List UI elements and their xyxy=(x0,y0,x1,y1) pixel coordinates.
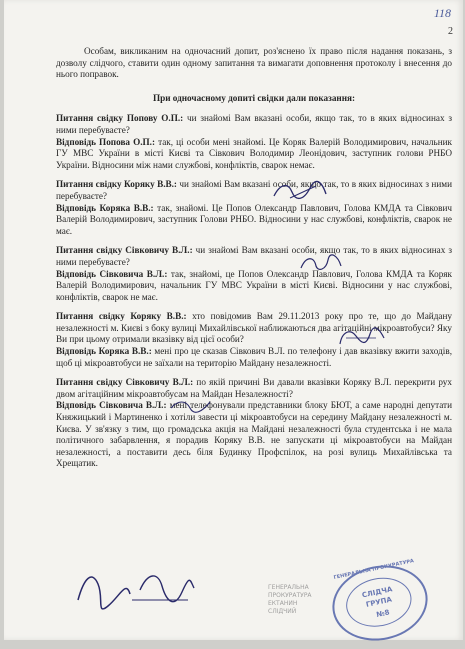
answer-paragraph xyxy=(56,269,452,304)
round-stamp: ГЕНЕРАЛЬНА ПРОКУРАТУРА СЛІДЧА ГРУПА №8 xyxy=(325,557,434,649)
question-text: чи знайомі Вам вказані особи, якщо так, то в яких відносинах з ними перебуваєте? xyxy=(56,245,452,267)
answer-label: Відповідь Сівковича В.Л.: xyxy=(56,400,167,411)
rectangular-stamp: ГЕНЕРАЛЬНА ПРОКУРАТУРА ЕКТАНИН СЛІДЧИЙ xyxy=(268,584,312,615)
answer-label: Відповідь Коряка В.В.: xyxy=(56,346,152,357)
question-text: чи знайомі Вам вказані особи, якщо так, то в яких відносинах з ними перебуваєте? xyxy=(56,113,452,135)
page-number: 2 xyxy=(448,26,453,37)
answer-paragraph xyxy=(56,137,452,172)
question-text: по якій причині Ви давали вказівки Коряку В.Л. перекрити рух двом агітаційним мікроавтобусам на Майдан Незалежності? xyxy=(56,377,452,399)
answer-text: мені про це сказав Сівкович В.Л. по телефону і дав вказівку вжити заходів, щоб ці мікроавтобуси не заїхали на територію Майдану незалежності. xyxy=(56,346,452,368)
answer-text: так, знайомі. Це Попов Олександр Павлович, Голова КМДА та Сівкович Валерій Володимирович, заступник Голови РНБО. Відносини у нас службові, конфліктів, сварок не має. xyxy=(56,202,452,236)
answer-label: Відповідь Сівковича В.Л.: xyxy=(56,268,168,279)
question-paragraph xyxy=(56,377,452,400)
question-paragraph xyxy=(56,311,452,346)
qa-block-2 xyxy=(56,179,452,237)
question-label: Питання свідку Сівковичу В.Л.: xyxy=(56,245,193,256)
question-label: Питання свідку Попову О.П.: xyxy=(56,113,184,124)
section-heading: При одночасному допиті свідки дали показання: xyxy=(152,92,356,103)
answer-label: Відповідь Попова О.П.: xyxy=(56,136,156,147)
question-text: чи знайомі Вам вказані особи, якщо так, то в яких відносинах з ними перебуваєте? xyxy=(56,179,452,201)
question-label: Питання свідку Коряку В.В.: xyxy=(56,311,187,322)
document-body xyxy=(56,46,452,470)
question-paragraph xyxy=(56,245,452,268)
question-text: хто повідомив Вам 29.11.2013 року про те, що до Майдану незалежності м. Києві з боку вулиці Михайлівської наближаються два агітаційні мікроавтобуси? Яку Ви при цьому отримали вказівку від цієї особи? xyxy=(56,311,452,345)
question-paragraph xyxy=(56,113,452,136)
answer-text: мені телефонували представники блоку БЮТ, а саме народні депутати Княжицький і Мартиненко і хотіли завести ці мікроавтобуси на середину Майдану незалежності м. Києва. У зв'язку з тим, що громадська акція на Майдані незалежності була студентська і не мала політичного забарвлення, я порадив Коряку В.В. не запускати ці мікроавтобуси на Майдан незалежності, а поставити десь біля Будинку Профспілок, на розі вулиць Михайлівська та Хрещатик. xyxy=(56,400,452,469)
qa-block-1 xyxy=(56,113,452,171)
answer-text: так, знайомі, це Попов Олександр Павлович, Голова КМДА та Коряк Валерій Володимирович, начальник ГУ МВС України в місті Києві. Відносини у нас службові, конфліктів, сварок не має. xyxy=(56,268,452,302)
answer-text: так, ці особи мені знайомі. Це Коряк Валерій Володимирович, начальник ГУ МВС України в місті Києві та Сівкович Володимир Леонідович, заступник голови РНБО України. Відносини між нами службові, конфліктів, сварок немає. xyxy=(56,136,452,170)
qa-block-3 xyxy=(56,245,452,303)
question-paragraph xyxy=(56,179,452,202)
intro-paragraph: Особам, викликаним на одночасний допит, роз'яснено їх право після надання показань, з дозволу слідчого, ставити один одному запитання та вимагати доповнення протоколу і внесення до нього поправок. xyxy=(56,46,452,80)
answer-paragraph xyxy=(56,203,452,238)
answer-paragraph xyxy=(56,400,452,470)
handwritten-folio-number: 118 xyxy=(433,6,451,20)
qa-block-5 xyxy=(56,377,452,470)
answer-label: Відповідь Коряка В.В.: xyxy=(56,202,154,213)
qa-block-4 xyxy=(56,311,452,369)
question-label: Питання свідку Сівковичу В.Л.: xyxy=(56,377,194,388)
answer-paragraph xyxy=(56,346,452,369)
question-label: Питання свідку Коряку В.В.: xyxy=(56,179,177,190)
